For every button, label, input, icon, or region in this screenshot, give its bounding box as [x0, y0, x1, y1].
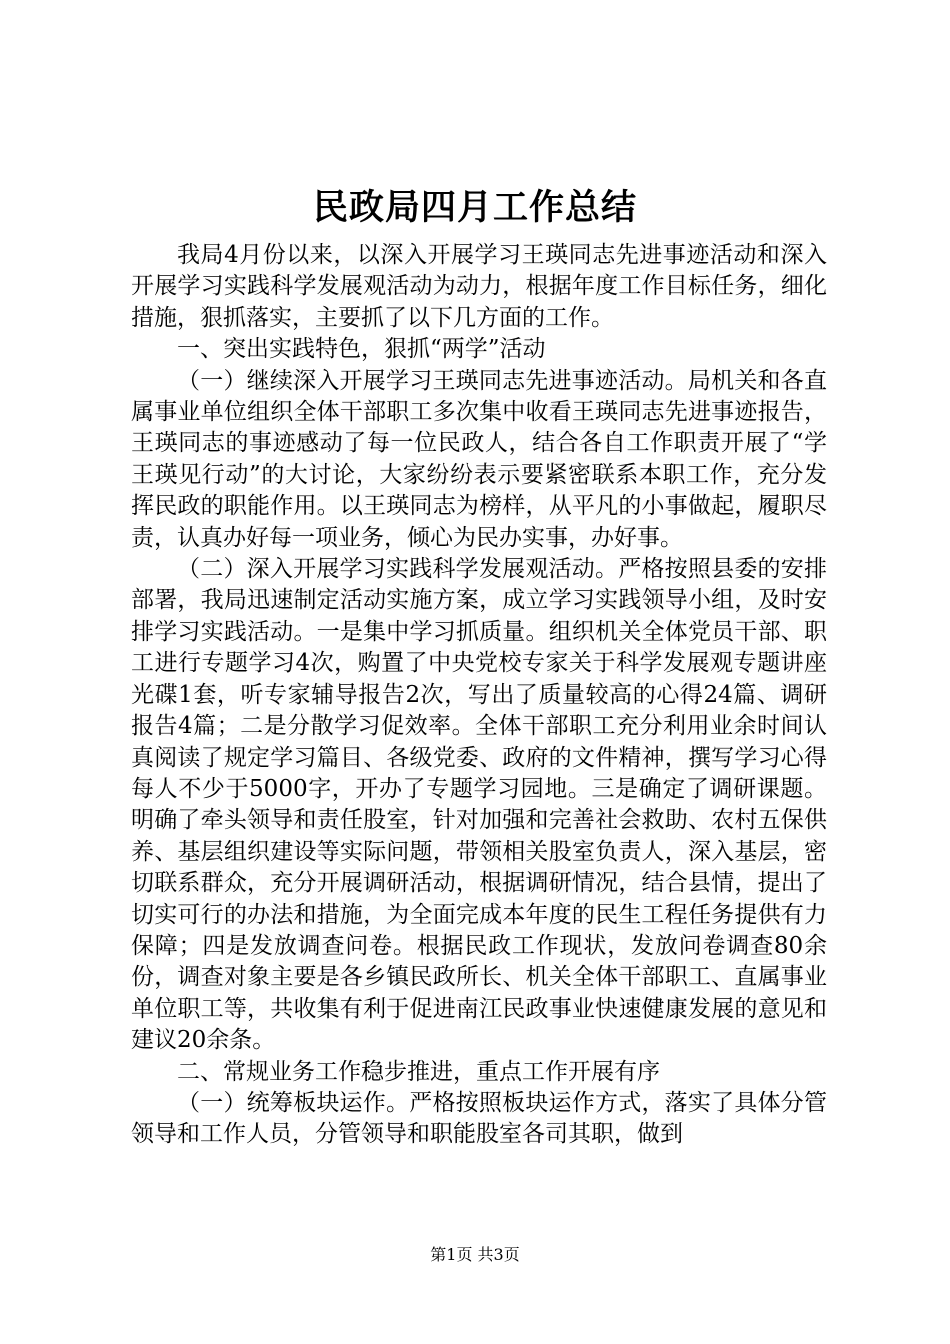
paragraph-1-1: （一）继续深入开展学习王瑛同志先进事迹活动。局机关和各直属事业单位组织全体干部职工多次集中收看王瑛同志先进事迹报告，王瑛同志的事迹感动了每一位民政人，结合各自工作职责开展了“学王瑛见行动”的大讨论，大家纷纷表示要紧密联系本职工作，充分发挥民政的职能作用。以王瑛同志为榜样，从平凡的小事做起，履职尽责，认真办好每一项业务，倾心为民办实事，办好事。: [131, 367, 827, 551]
page-footer: 第1页 共3页: [430, 1245, 520, 1264]
paragraph-intro: 我局4月份以来，以深入开展学习王瑛同志先进事迹活动和深入开展学习实践科学发展观活动为动力，根据年度工作目标任务，细化措施，狠抓落实，主要抓了以下几方面的工作。: [131, 242, 827, 331]
section-heading-2: 二、常规业务工作稳步推进，重点工作开展有序: [177, 1058, 660, 1085]
paragraph-1-2: （二）深入开展学习实践科学发展观活动。严格按照县委的安排部署，我局迅速制定活动实施方案，成立学习实践领导小组，及时安排学习实践活动。一是集中学习抓质量。组织机关全体党员干部、职工进行专题学习4次，购置了中央党校专家关于科学发展观专题讲座光碟1套，听专家辅导报告2次，写出了质量较高的心得24篇、调研报告4篇；二是分散学习促效率。全体干部职工充分利用业余时间认真阅读了规定学习篇目、各级党委、政府的文件精神，撰写学习心得每人不少于5000字，开办了专题学习园地。三是确定了调研课题。明确了牵头领导和责任股室，针对加强和完善社会救助、农村五保供养、基层组织建设等实际问题，带领相关股室负责人，深入基层，密切联系群众，充分开展调研活动，根据调研情况，结合县情，提出了切实可行的办法和措施，为全面完成本年度的民生工程任务提供有力保障；四是发放调查问卷。根据民政工作现状，发放问卷调查80余份，调查对象主要是各乡镇民政所长、机关全体干部职工、直属事业单位职工等，共收集有利于促进南江民政事业快速健康发展的意见和建议20余条。: [131, 556, 827, 1054]
document-body: [131, 240, 827, 1151]
paragraph-2-1: （一）统筹板块运作。严格按照板块运作方式，落实了具体分管领导和工作人员，分管领导和职能股室各司其职，做到: [131, 1089, 827, 1148]
document-title: 民政局四月工作总结: [312, 187, 637, 228]
section-heading-1: 一、突出实践特色，狠抓“两学”活动: [177, 336, 546, 363]
